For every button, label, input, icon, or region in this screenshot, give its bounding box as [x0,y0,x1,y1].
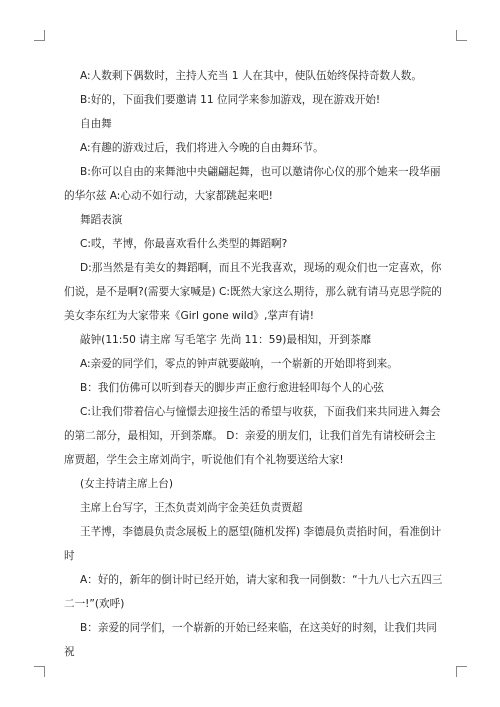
document-body [64,64,444,664]
paragraph: (女主持请主席上台) [80,478,174,490]
paragraph: B：亲爱的同学们，一个崭新的开始已经来临，在这美好的时刻，让我们共同祝 [64,622,437,658]
paragraph: A:人数剩下偶数时，主持人充当 1 人在其中，使队伍始终保持奇数人数。 [80,70,422,82]
paragraph: B:你可以自由的来舞池中央翩翩起舞，也可以邀请你心仪的那个她来一段华丽的华尔兹 A:心动不如行动，大家都跳起来吧! [64,166,441,202]
paragraph: 主席上台写字，王杰负责刘尚宇金美廷负责贾超 [80,502,303,514]
paragraph: 敲钟(11:50 请主席 写毛笔字 先尚 11：59)最相知，开到茶靡 [80,334,372,346]
paragraph: D:那当然是有美女的舞蹈啊，而且不光我喜欢，现场的观众们也一定喜欢，你们说，是不是啊?(需要大家喊是) C:既然大家这么期待，那么就有请马克思学院的美女李东红为大家带来《Girl gone wild》,掌声有请! [64,262,442,322]
paragraph: A：好的，新年的倒计时已经开始，请大家和我一同倒数：“十九八七六五四三二一!”(欢呼) [64,574,443,610]
section-heading: 自由舞 [80,118,112,130]
paragraph: A:亲爱的同学们，零点的钟声就要敲响，一个崭新的开始即将到来。 [80,358,398,370]
paragraph: 王芊博，李德晨负责念展板上的愿望(随机发挥) 李德晨负责掐时间，看准倒计时 [64,526,442,562]
crop-mark-top-right [456,30,467,41]
paragraph: C:让我们带着信心与憧憬去迎接生活的希望与收获，下面我们来共同进入舞会的第二部分，最相知，开到荼靡。 D：亲爱的朋友们，让我们首先有请校研会主席贾超，学生会主席刘尚宇，听说他们有个礼物要送给大家! [64,406,441,466]
crop-mark-bottom-left [34,666,45,677]
paragraph: A:有趣的游戏过后，我们将进入今晚的自由舞环节。 [80,142,324,154]
crop-mark-top-left [34,30,45,41]
paragraph: B：我们仿佛可以听到春天的脚步声正愈行愈进轻叩每个人的心弦 [80,382,384,394]
section-heading: 舞蹈表演 [80,214,123,226]
crop-mark-bottom-right [456,666,467,677]
paragraph: B:好的，下面我们要邀请 11 位同学来参加游戏，现在游戏开始! [80,94,381,106]
paragraph: C:哎，芊博，你最喜欢看什么类型的舞蹈啊? [80,238,288,250]
